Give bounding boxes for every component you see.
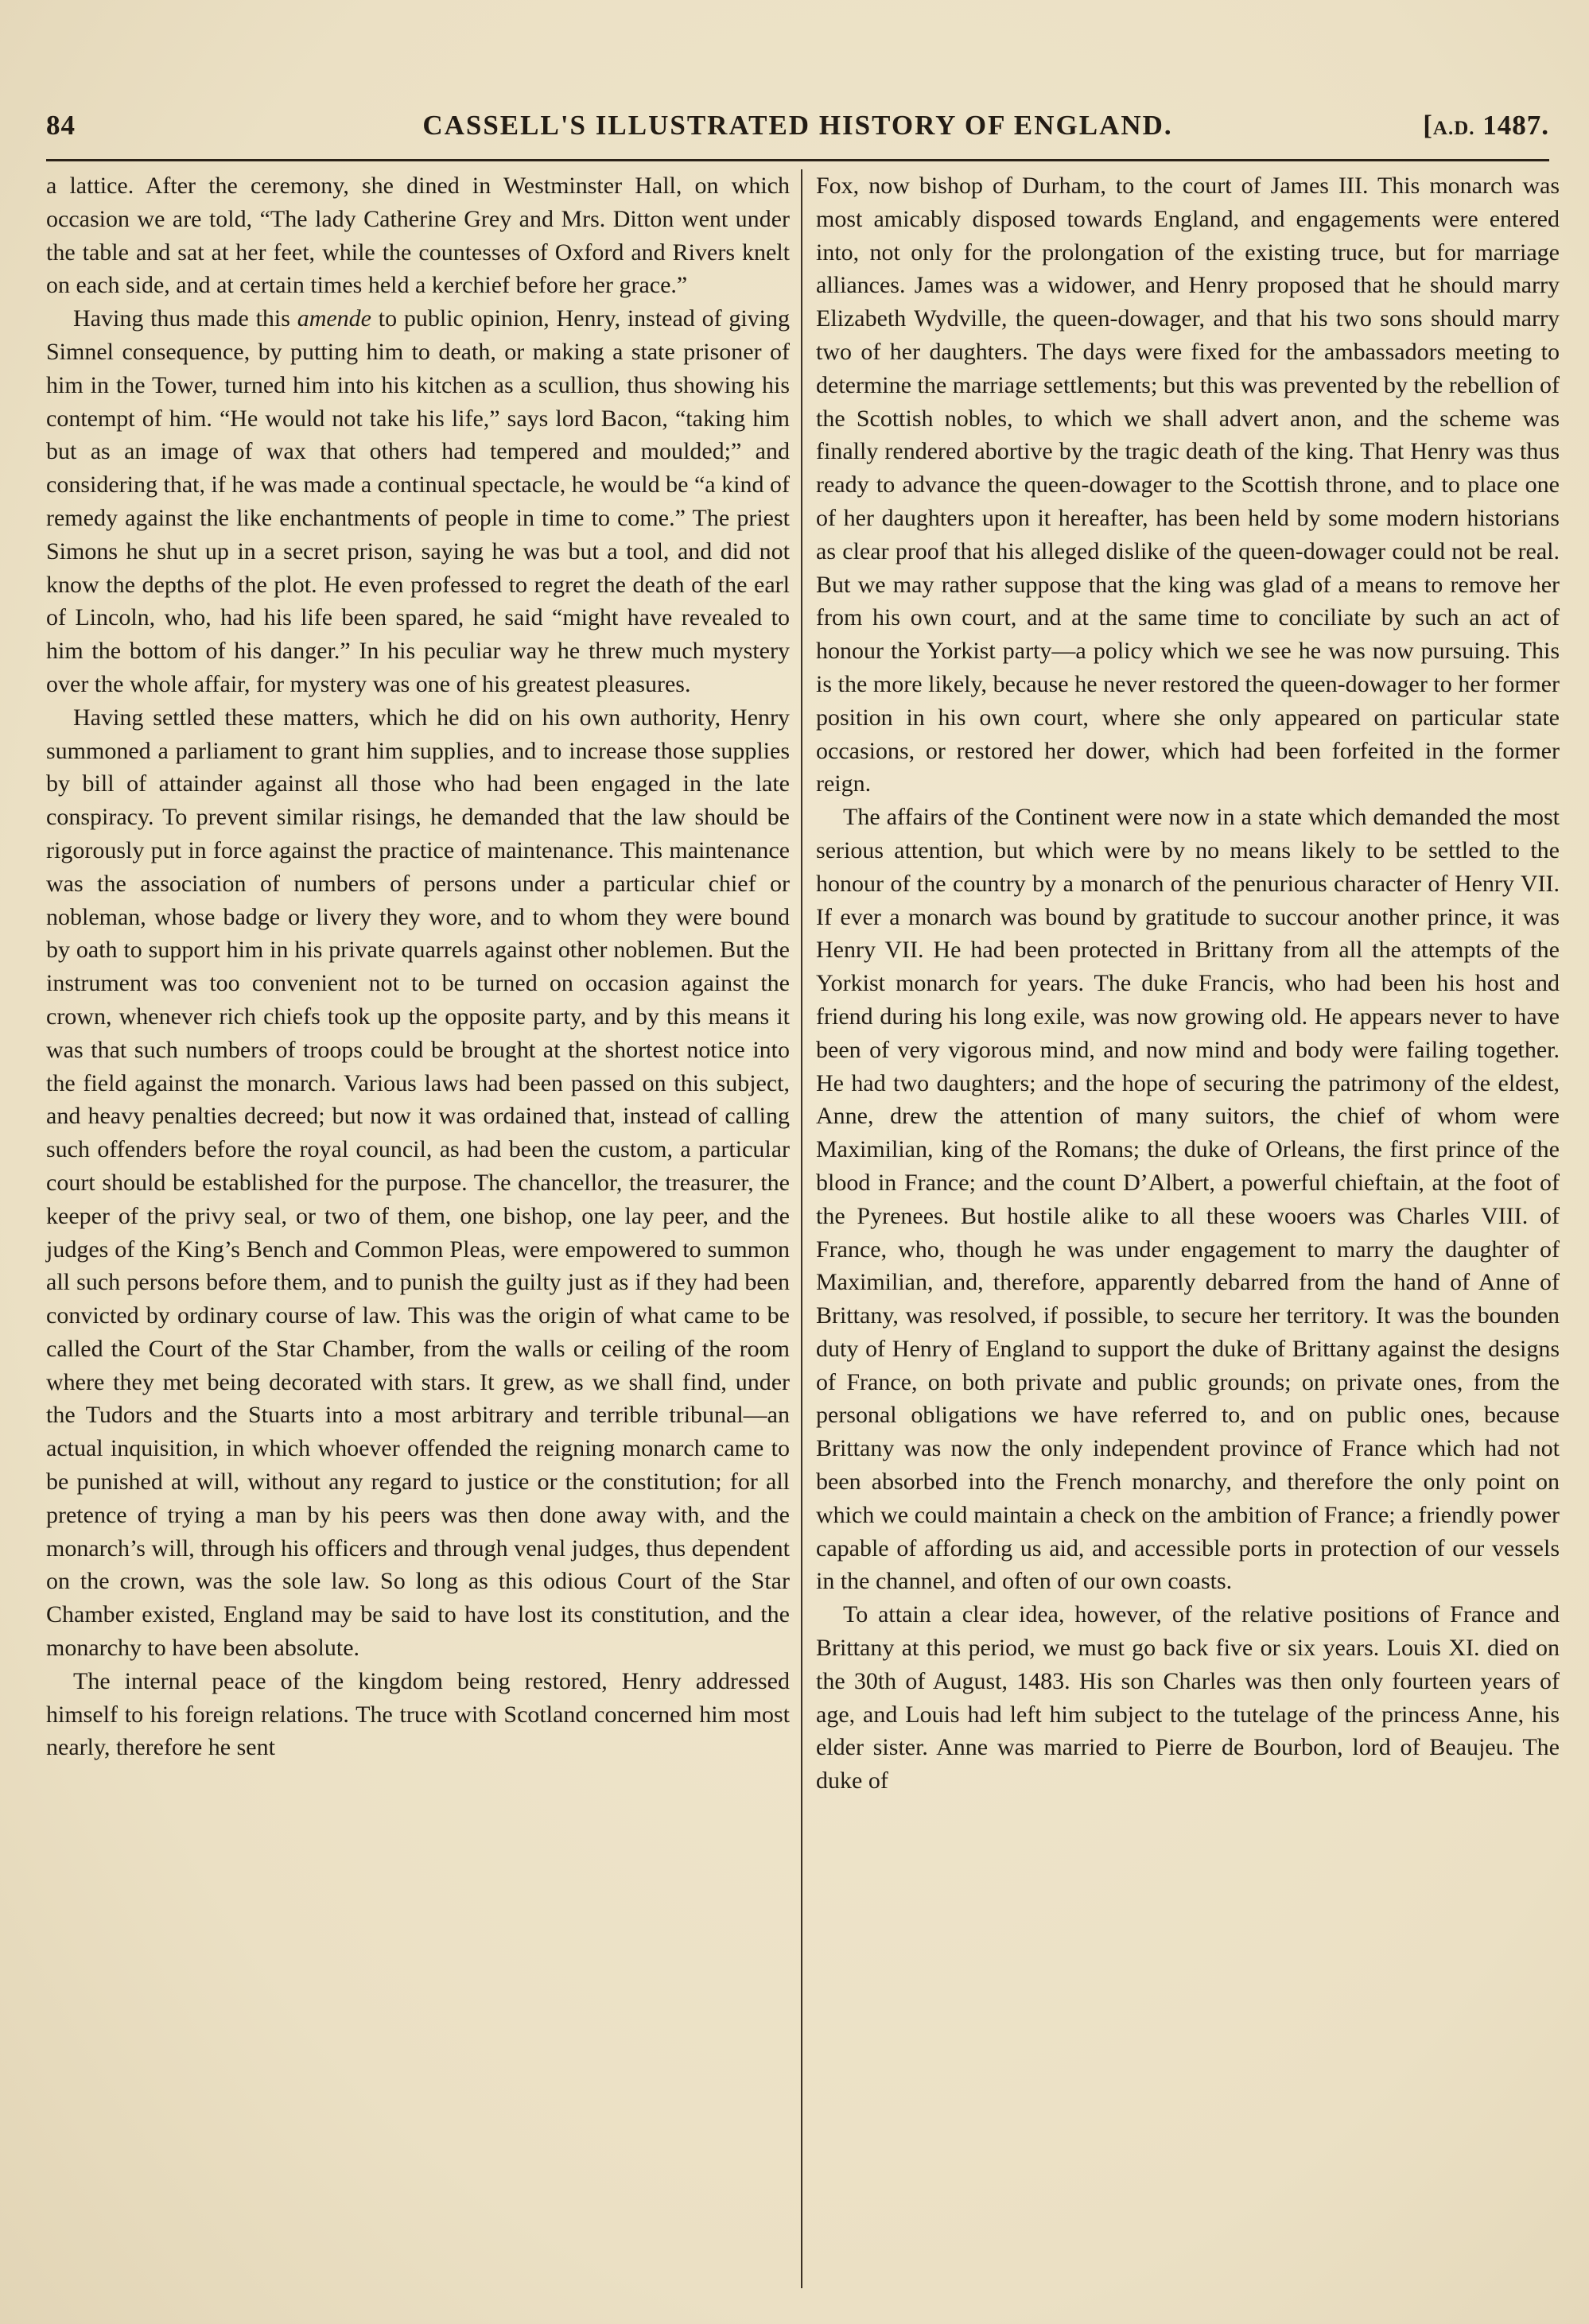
running-header: [46, 110, 1549, 149]
paragraph: Having settled these matters, which he did on his own authority, Henry summoned a parliament to grant him supplies, and to increase those supplies by bill of attainder against all those who had been engaged in the late conspiracy. To prevent similar risings, he demanded that the law should be rigorously put in force against the practice of maintenance. This maintenance was the association of numbers of persons under a particular chief or nobleman, whose badge or livery they wore, and to whom they were bound by oath to support him in his private quarrels against other noblemen. But the instrument was too convenient not to be turned on occasion against the crown, whenever rich chiefs took up the opposite party, and by this means it was that such numbers of troops could be brought at the shortest notice into the field against the monarch. Various laws had been passed on this subject, and heavy penalties decreed; but now it was ordained that, instead of calling such offenders before the royal council, as had been the custom, a particular court should be established for the purpose. The chancellor, the treasurer, the keeper of the privy seal, or two of them, one bishop, one lay peer, and the judges of the King’s Bench and Common Pleas, were empowered to summon all such persons before them, and to punish the guilty just as if they had been convicted by ordinary course of law. This was the origin of what came to be called the Court of the Star Chamber, from the walls or ceiling of the room where they met being decorated with stars. It grew, as we shall find, under the Tudors and the Stuarts into a most arbitrary and terrible tribunal—an actual inquisition, in which whoever offended the reigning monarch came to be punished at will, without any regard to justice or the constitution; for all pretence of trying a man by his peers was then done away with, and the monarch’s will, through his officers and through venal judges, thus dependent on the crown, was the sole law. So long as this odious Court of the Star Chamber existed, England may be said to have lost its constitution, and the monarchy to have been absolute.: [46, 704, 790, 1662]
paragraph: To attain a clear idea, however, of the relative positions of France and Brittany at this period, we must go back five or six years. Louis XI. died on the 30th of August, 1483. His son Charles was then only fourteen years of age, and Louis had left him subject to the tutelage of the princess Anne, his elder sister. Anne was married to Pierre de Bourbon, lord of Beaujeu. The duke of: [816, 1601, 1560, 1794]
right-column: [816, 169, 1560, 1798]
italic-word: amende: [297, 305, 371, 332]
era-label: A.D.: [1432, 118, 1475, 139]
book-title: CASSELL'S ILLUSTRATED HISTORY OF ENGLAND.: [422, 110, 1173, 141]
header-rule: [46, 159, 1549, 161]
paragraph: The affairs of the Continent were now in a state which demanded the most serious attention, but which were by no means likely to be settled to the honour of the country by a monarch of the penurious character of Henry VII. If ever a monarch was bound by gratitude to succour another prince, it was Henry VII. He had been protected in Brittany from all the attempts of the Yorkist monarch for years. The duke Francis, who had been his host and friend during his long exile, was now growing old. He appears never to have been of very vigorous mind, and now mind and body were failing together. He had two daughters; and the hope of securing the patrimony of the eldest, Anne, drew the attention of many suitors, the chief of whom were Maximilian, king of the Romans; the duke of Orleans, the first prince of the blood in France; and the count D’Albert, a powerful chieftain, at the foot of the Pyrenees. But hostile alike to all these wooers was Charles VIII. of France, who, though he was under engagement to marry the daughter of Maximilian, and, therefore, apparently debarred from the hand of Anne of Brittany, was resolved, if possible, to secure her territory. It was the bounden duty of Henry of England to support the duke of Brittany against the designs of France, on both private and public grounds; on private ones, from the personal obligations we have referred to, and on public ones, because Brittany was now the only independent province of France which had not been absorbed into the French monarchy, and therefore the only point on which we could maintain a check on the ambition of France; a friendly power capable of affording us aid, and accessible ports in protection of our vessels in the channel, and often of our own coasts.: [816, 804, 1560, 1595]
date-marker: [A.D. 1487.: [1423, 110, 1549, 141]
year-label: 1487.: [1474, 110, 1549, 141]
page-number: 84: [46, 110, 76, 141]
paragraph: a lattice. After the ceremony, she dined in Westminster Hall, on which occasion we are told, “The lady Catherine Grey and Mrs. Ditton went under the table and sat at her feet, while the countesses of Oxford and Rivers knelt on each side, and at certain times held a kerchief before her grace.”: [46, 173, 790, 299]
paragraph: Having thus made this amende to public opinion, Henry, instead of giving Simnel consequence, by putting him to death, or making a state prisoner of him in the Tower, turned him into his kitchen as a scullion, thus showing his contempt of him. “He would not take his life,” says lord Bacon, “taking him but as an image of wax that others had tempered and moulded;” and considering that, if he was made a continual spectacle, he would be “a kind of remedy against the like enchantments of people in time to come.” The priest Simons he shut up in a secret prison, saying he was but a tool, and did not know the depths of the plot. He even professed to regret the death of the earl of Lincoln, who, had his life been spared, he said “might have revealed to him the bottom of his danger.” In his peculiar way he threw much mystery over the whole affair, for mystery was one of his greatest pleasures.: [46, 305, 790, 697]
paragraph: The internal peace of the kingdom being restored, Henry addressed himself to his foreign relations. The truce with Scotland concerned him most nearly, therefore he sent: [46, 1667, 790, 1761]
left-column: [46, 169, 790, 1764]
column-divider: [801, 169, 802, 2288]
paragraph: Fox, now bishop of Durham, to the court of James III. This monarch was most amicably disposed towards England, and engagements were entered into, not only for the prolongation of the existing truce, but for marriage alliances. James was a widower, and Henry proposed that he should marry Elizabeth Wydville, the queen-dowager, and that his two sons should marry two of her daughters. The days were fixed for the ambassadors meeting to determine the marriage settlements; but this was prevented by the rebellion of the Scottish nobles, to which we shall advert anon, and the scheme was finally rendered abortive by the tragic death of the king. That Henry was thus ready to advance the queen-dowager to the Scottish throne, and to place one of her daughters upon it hereafter, has been held by some modern historians as clear proof that his alleged dislike of the queen-dowager could not be real. But we may rather suppose that the king was glad of a means to remove her from his own court, and at the same time to conciliate by such an act of honour the Yorkist party—a policy which we see he was now pursuing. This is the more likely, because he never restored the queen-dowager to her former position in his own court, where she only appeared on particular state occasions, or restored her dower, which had been forfeited in the former reign.: [816, 173, 1560, 797]
